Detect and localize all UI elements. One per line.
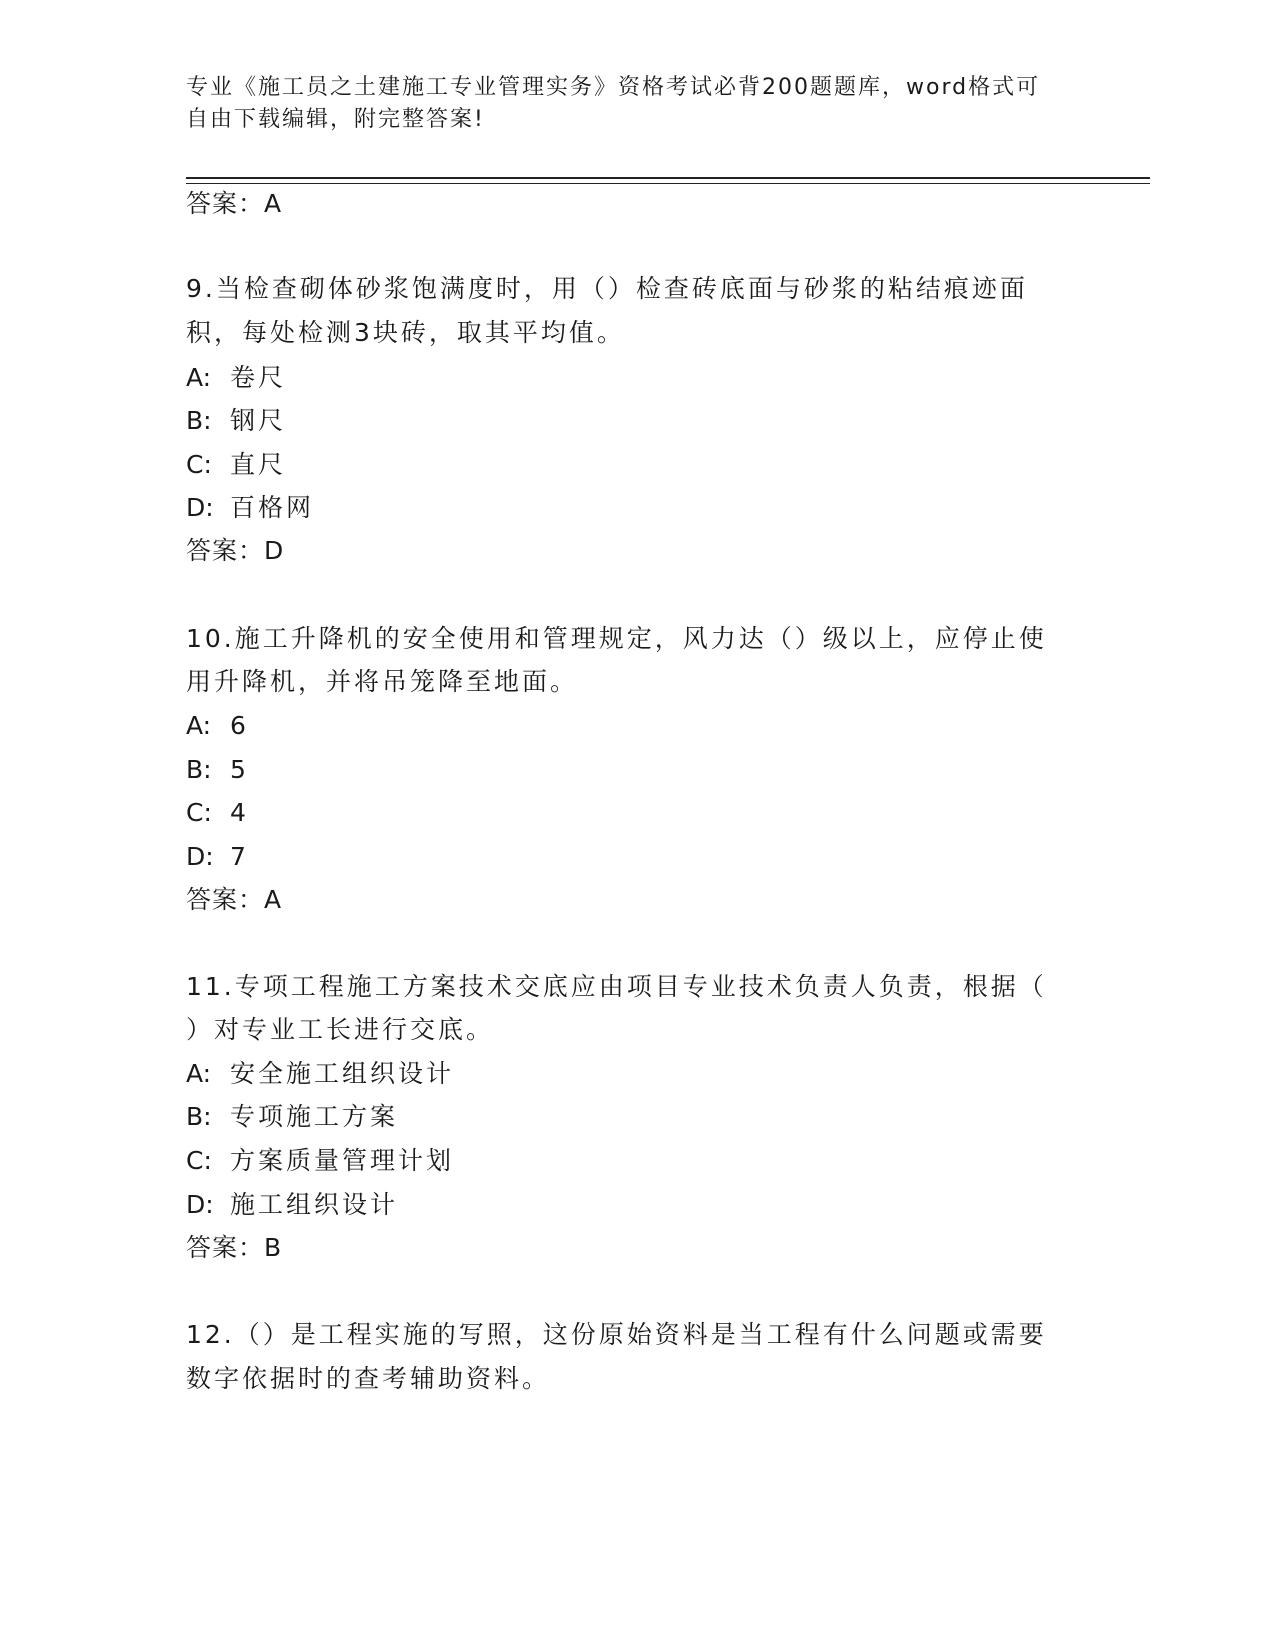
option-letter: D: <box>186 493 214 522</box>
question-text-line: 积，每处检测3块砖，取其平均值。 <box>186 318 625 347</box>
answer: 答案：A <box>186 885 283 914</box>
option-text: 直尺 <box>230 450 287 479</box>
option-text: 6 <box>230 711 249 740</box>
option-b <box>186 1100 398 1134</box>
option-text: 卷尺 <box>230 363 287 392</box>
option-c <box>186 448 286 482</box>
header-line-1: 专业《施工员之土建施工专业管理实务》资格考试必背200题题库，word格式可 <box>186 75 1041 100</box>
option-b <box>186 753 249 787</box>
option-letter: B: <box>186 1102 212 1131</box>
header-rule-thin <box>186 183 1150 184</box>
option-text: 5 <box>230 755 249 784</box>
question-text-line: 数字依据时的查考辅助资料。 <box>186 1364 551 1393</box>
option-text: 安全施工组织设计 <box>230 1059 455 1088</box>
question-text-line: 12.（）是工程实施的写照，这份原始资料是当工程有什么问题或需要 <box>186 1320 1047 1349</box>
option-letter: A: <box>186 363 212 392</box>
page-header <box>186 72 1066 136</box>
option-d <box>186 491 314 525</box>
option-a <box>186 709 249 743</box>
header-line-2: 自由下载编辑，附完整答案! <box>186 107 485 132</box>
option-text: 4 <box>230 798 249 827</box>
question-text-line: 9.当检查砌体砂浆饱满度时，用（）检查砖底面与砂浆的粘结痕迹面 <box>186 274 1028 303</box>
option-letter: A: <box>186 1059 212 1088</box>
answer: 答案：B <box>186 1233 283 1262</box>
option-letter: C: <box>186 1146 212 1175</box>
question-text-line: 10.施工升降机的安全使用和管理规定，风力达（）级以上，应停止使 <box>186 624 1047 653</box>
option-text: 钢尺 <box>230 406 287 435</box>
answer-previous: 答案：A <box>186 189 283 218</box>
option-text: 施工组织设计 <box>230 1190 399 1219</box>
option-d <box>186 1188 398 1222</box>
option-letter: C: <box>186 450 212 479</box>
answer: 答案：D <box>186 536 285 565</box>
question-text-line: 11.专项工程施工方案技术交底应由项目专业技术负责人负责，根据（ <box>186 972 1047 1001</box>
option-b <box>186 404 286 438</box>
option-text: 百格网 <box>230 493 315 522</box>
option-text: 7 <box>230 842 249 871</box>
option-letter: A: <box>186 711 212 740</box>
option-a <box>186 361 286 395</box>
option-letter: B: <box>186 406 212 435</box>
option-letter: D: <box>186 1190 214 1219</box>
option-c <box>186 1144 454 1178</box>
option-letter: B: <box>186 755 212 784</box>
option-letter: D: <box>186 842 214 871</box>
question-text-line: 用升降机，并将吊笼降至地面。 <box>186 667 579 696</box>
question-text-line: ）对专业工长进行交底。 <box>186 1015 495 1044</box>
option-letter: C: <box>186 798 212 827</box>
header-rule-thick <box>186 177 1150 179</box>
option-d <box>186 840 249 874</box>
option-a <box>186 1057 454 1091</box>
option-text: 方案质量管理计划 <box>230 1146 455 1175</box>
option-c <box>186 796 249 830</box>
option-text: 专项施工方案 <box>230 1102 399 1131</box>
